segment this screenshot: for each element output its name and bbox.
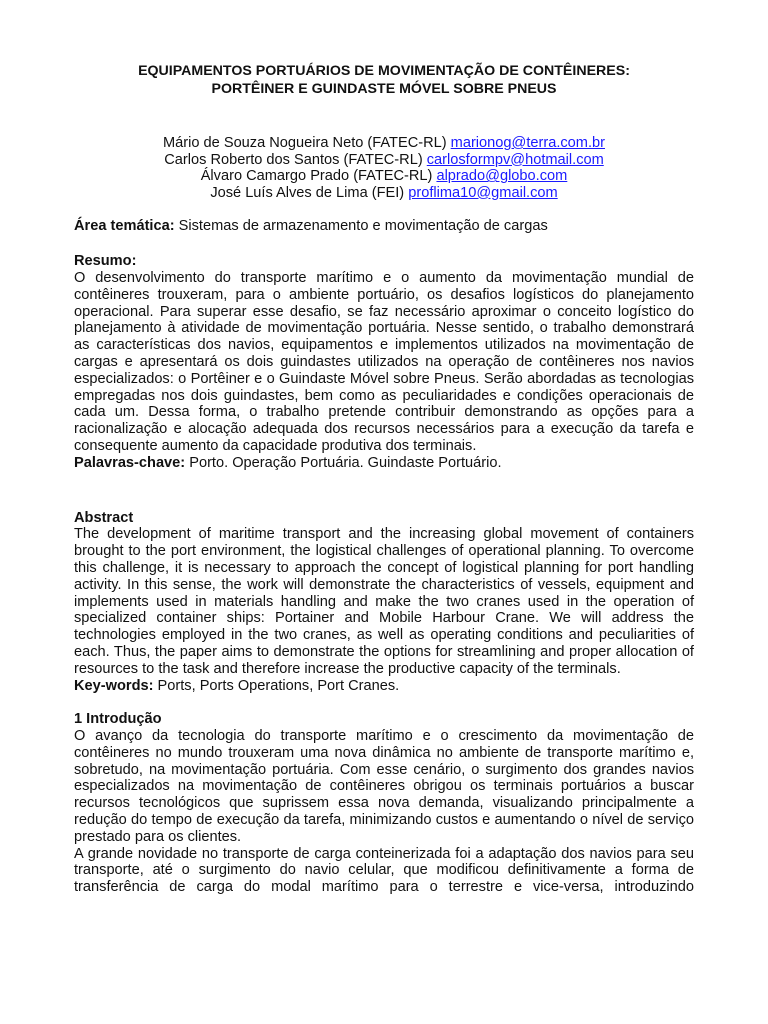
abstract-heading: Abstract xyxy=(74,509,134,526)
paper-title xyxy=(74,62,694,98)
key-words-label: Key-words: xyxy=(74,677,154,694)
key-words-text: Ports, Ports Operations, Port Cranes. xyxy=(157,677,400,694)
palavras-chave-text: Porto. Operação Portuária. Guindaste Portuário. xyxy=(189,454,502,471)
author-3 xyxy=(74,168,694,185)
palavras-chave-label: Palavras-chave: xyxy=(74,454,186,471)
paper-page xyxy=(74,62,694,896)
author-list xyxy=(74,135,694,201)
author-name: Mário de Souza Nogueira Neto (FATEC-RL) xyxy=(163,135,447,151)
introduction-section xyxy=(74,711,694,896)
author-1 xyxy=(74,135,694,152)
author-name: Álvaro Camargo Prado (FATEC-RL) xyxy=(200,168,433,185)
resumo-section xyxy=(74,253,694,471)
author-email-link[interactable]: proflima10@gmail.com xyxy=(408,184,558,201)
thematic-area-text: Sistemas de armazenamento e movimentação de cargas xyxy=(178,218,548,235)
thematic-area-label: Área temática: xyxy=(74,218,175,235)
introduction-paragraph-1: O avanço da tecnologia do transporte marítimo e o crescimento da movimentação de contêineres no mundo trouxeram uma nova dinâmica no ambiente de transporte marítimo e, sobretudo, na movimentação portuária. Com esse cenário, o surgimento dos grandes navios especializados na movimentação de contêineres obrigou os terminais portuários a buscar recursos tecnológicos que suprissem essa nova demanda, visualizando principalmente a redução do tempo de execução da tarefa, minimizando custos e aumentando o nível de serviço prestado para os clientes. xyxy=(74,728,694,845)
abstract-keywords xyxy=(74,678,694,695)
author-name: Carlos Roberto dos Santos (FATEC-RL) xyxy=(164,151,423,168)
author-2 xyxy=(74,152,694,169)
resumo-keywords xyxy=(74,455,694,472)
abstract-section xyxy=(74,510,694,695)
title-line-1: EQUIPAMENTOS PORTUÁRIOS DE MOVIMENTAÇÃO DE CONTÊINERES: xyxy=(138,63,630,79)
author-4 xyxy=(74,185,694,202)
title-line-2: PORTÊINER E GUINDASTE MÓVEL SOBRE PNEUS xyxy=(211,81,557,97)
resumo-text: O desenvolvimento do transporte marítimo e o aumento da movimentação mundial de contêineres trouxeram, para o ambiente portuário, os desafios logísticos do planejamento operacional. Para superar esse desafio, se faz necessário aproximar o conceito logístico do planejamento à atividade de movimentação portuária. Nesse sentido, o trabalho demonstrará as características dos navios, equipamentos e implementos utilizados na movimentação de cargas e apresentará os dois guindastes utilizados na operação de contêineres nos navios especializados: o Portêiner e o Guindaste Móvel sobre Pneus. Serão abordadas as tecnologias empregadas nos dois guindastes, bem como as peculiaridades e condições operacionais de cada um. Dessa forma, o trabalho pretende contribuir demonstrando as opções para a racionalização e alocação adequada dos recursos necessários para a execução da tarefa e consequente aumento da capacidade produtiva dos terminais. xyxy=(74,269,694,454)
author-email-link[interactable]: carlosformpv@hotmail.com xyxy=(426,151,604,168)
resumo-heading: Resumo: xyxy=(74,253,137,270)
introduction-heading: 1 Introdução xyxy=(74,711,162,728)
abstract-text: The development of maritime transport and the increasing global movement of containers brought to the port environment, the logistical challenges of operational planning. To overcome this challenge, it is necessary to approach the concept of logistical planning for port handling activity. In this sense, the work will demonstrate the characteristics of vessels, equipment and implements used in materials handling and make the two cranes used in the operation of specialized container ships: Portainer and Mobile Harbour Crane. We will address the technologies employed in the two cranes, as well as operating conditions and peculiarities of each. Thus, the paper aims to demonstrate the options for streamlining and proper allocation of resources to the task and therefore increase the productive capacity of the terminals. xyxy=(74,526,694,677)
author-email-link[interactable]: marionog@terra.com.br xyxy=(450,135,605,151)
author-email-link[interactable]: alprado@globo.com xyxy=(436,168,568,185)
author-name: José Luís Alves de Lima (FEI) xyxy=(210,184,405,201)
introduction-paragraph-2: A grande novidade no transporte de carga conteinerizada foi a adaptação dos navios para seu transporte, até o surgimento do navio celular, que modificou definitivamente a forma de transferência de carga do modal marítimo para o terrestre e vice-versa, introduzindo xyxy=(74,845,694,896)
thematic-area xyxy=(74,218,694,235)
